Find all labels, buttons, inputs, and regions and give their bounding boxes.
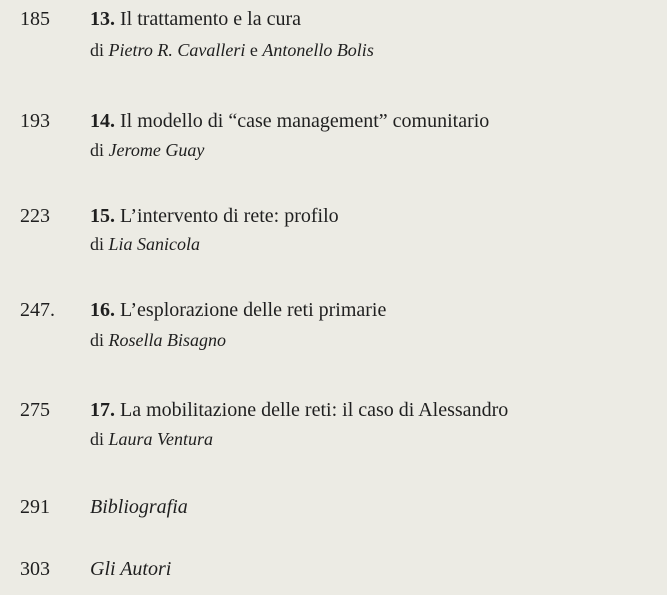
toc-author-line — [90, 429, 213, 450]
chapter-number: 13. — [90, 8, 115, 30]
chapter-number: 16. — [90, 299, 115, 321]
toc-chapter-title — [90, 299, 386, 322]
toc-chapter-title — [90, 399, 508, 422]
toc-page-number: 223 — [20, 205, 50, 227]
toc-page-number: 291 — [20, 496, 50, 518]
author-prefix: di — [90, 234, 109, 254]
author-prefix: di — [90, 140, 109, 160]
author-name: Antonello Bolis — [262, 40, 374, 60]
toc-author-line — [90, 140, 204, 161]
author-name: Lia Sanicola — [108, 234, 201, 254]
author-prefix: di — [90, 330, 109, 350]
author-prefix: di — [90, 40, 109, 60]
chapter-title-text: Il modello di “case management” comunitario — [120, 110, 490, 132]
chapter-title-text: Il trattamento e la cura — [120, 8, 302, 30]
author-name: Jerome Guay — [108, 140, 205, 160]
author-name: Pietro R. Cavalleri — [108, 40, 246, 60]
author-name: Rosella Bisagno — [108, 330, 227, 350]
toc-chapter-title — [90, 205, 339, 228]
toc-section-title: Gli Autori — [90, 558, 172, 580]
toc-page-number: 193 — [20, 110, 50, 132]
chapter-number: 14. — [90, 110, 115, 132]
toc-author-line — [90, 40, 374, 61]
toc-page-number: 303 — [20, 558, 50, 580]
author-name: Laura Ventura — [108, 429, 214, 449]
toc-author-line — [90, 234, 200, 255]
chapter-title-text: L’esplorazione delle reti primarie — [120, 299, 387, 321]
toc-author-line — [90, 330, 226, 351]
author-prefix: di — [90, 429, 109, 449]
toc-page-number: 247. — [20, 299, 55, 321]
author-separator: e — [245, 40, 263, 60]
toc-page-number: 275 — [20, 399, 50, 421]
chapter-number: 15. — [90, 205, 115, 227]
toc-chapter-title — [90, 110, 489, 133]
chapter-title-text: L’intervento di rete: profilo — [120, 205, 339, 227]
toc-chapter-title — [90, 8, 301, 31]
toc-section-title: Bibliografia — [90, 496, 188, 518]
chapter-title-text: La mobilitazione delle reti: il caso di Alessandro — [120, 399, 509, 421]
chapter-number: 17. — [90, 399, 115, 421]
toc-page-number: 185 — [20, 8, 50, 30]
